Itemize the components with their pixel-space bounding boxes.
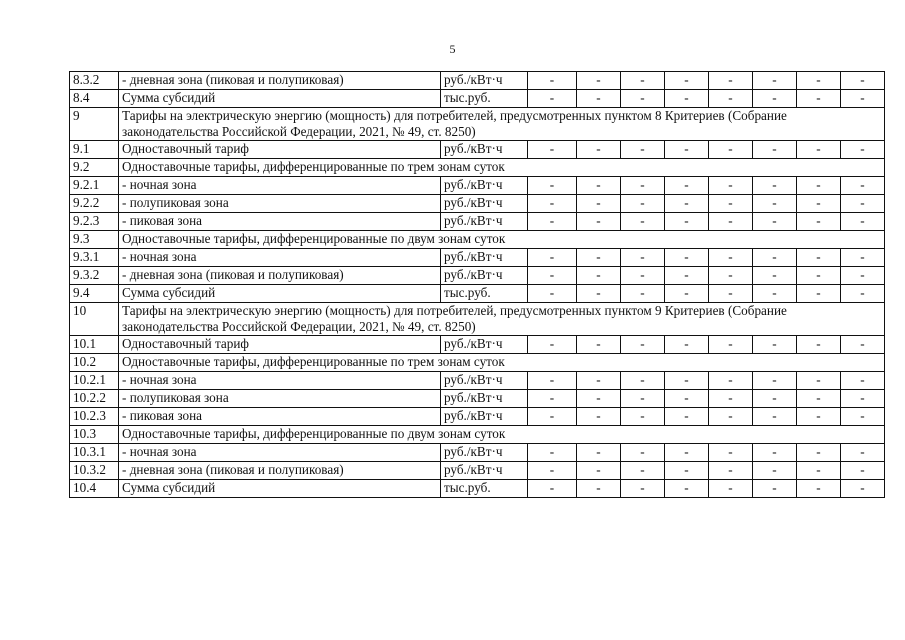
value-cell: - xyxy=(753,90,797,108)
table-row xyxy=(70,480,885,498)
tariff-table xyxy=(69,71,885,498)
value-cell: - xyxy=(709,372,753,390)
value-cell: - xyxy=(797,285,841,303)
row-unit: руб./кВт·ч xyxy=(441,444,528,462)
value-cell: - xyxy=(841,480,885,498)
value-cell: - xyxy=(753,462,797,480)
row-number: 9.2.2 xyxy=(70,195,119,213)
value-cell: - xyxy=(797,480,841,498)
row-number: 10.3 xyxy=(70,426,119,444)
value-cell: - xyxy=(665,444,709,462)
value-cell: - xyxy=(621,267,665,285)
row-name: Сумма субсидий xyxy=(119,285,441,303)
value-cell: - xyxy=(665,177,709,195)
row-name: Тарифы на электрическую энергию (мощность) для потребителей, предусмотренных пунктом 9 Критериев (Собрание законодательства Российской Федерации, 2021, № 49, ст. 8250) xyxy=(119,303,885,336)
row-name: Одноставочные тарифы, дифференцированные по трем зонам суток xyxy=(119,354,885,372)
value-cell: - xyxy=(753,390,797,408)
value-cell: - xyxy=(621,141,665,159)
value-cell: - xyxy=(841,267,885,285)
value-cell: - xyxy=(528,285,577,303)
value-cell: - xyxy=(753,336,797,354)
value-cell: - xyxy=(665,249,709,267)
value-cell: - xyxy=(577,141,621,159)
value-cell: - xyxy=(665,336,709,354)
value-cell: - xyxy=(621,177,665,195)
row-number: 10.2.3 xyxy=(70,408,119,426)
value-cell: - xyxy=(665,72,709,90)
row-name: - ночная зона xyxy=(119,444,441,462)
row-name: - пиковая зона xyxy=(119,213,441,231)
value-cell: - xyxy=(709,336,753,354)
value-cell: - xyxy=(528,480,577,498)
value-cell: - xyxy=(577,249,621,267)
value-cell: - xyxy=(665,267,709,285)
value-cell: - xyxy=(528,141,577,159)
row-name: - дневная зона (пиковая и полупиковая) xyxy=(119,462,441,480)
value-cell: - xyxy=(709,444,753,462)
row-number: 10.2 xyxy=(70,354,119,372)
row-name: - ночная зона xyxy=(119,372,441,390)
value-cell: - xyxy=(528,195,577,213)
value-cell: - xyxy=(797,249,841,267)
value-cell: - xyxy=(528,408,577,426)
value-cell: - xyxy=(841,72,885,90)
value-cell: - xyxy=(797,90,841,108)
table-row xyxy=(70,213,885,231)
value-cell: - xyxy=(753,285,797,303)
value-cell: - xyxy=(621,372,665,390)
value-cell: - xyxy=(797,141,841,159)
row-unit: руб./кВт·ч xyxy=(441,249,528,267)
value-cell: - xyxy=(621,390,665,408)
value-cell: - xyxy=(753,480,797,498)
row-name: Тарифы на электрическую энергию (мощность) для потребителей, предусмотренных пунктом 8 Критериев (Собрание законодательства Российской Федерации, 2021, № 49, ст. 8250) xyxy=(119,108,885,141)
value-cell: - xyxy=(528,390,577,408)
value-cell: - xyxy=(709,267,753,285)
value-cell: - xyxy=(797,408,841,426)
value-cell: - xyxy=(577,177,621,195)
value-cell: - xyxy=(665,195,709,213)
value-cell: - xyxy=(753,195,797,213)
row-unit: руб./кВт·ч xyxy=(441,195,528,213)
row-unit: тыс.руб. xyxy=(441,480,528,498)
page-number: 5 xyxy=(449,42,456,56)
row-unit: руб./кВт·ч xyxy=(441,462,528,480)
row-unit: руб./кВт·ч xyxy=(441,213,528,231)
value-cell: - xyxy=(528,336,577,354)
row-unit: руб./кВт·ч xyxy=(441,390,528,408)
value-cell: - xyxy=(577,408,621,426)
value-cell: - xyxy=(577,336,621,354)
row-name: Одноставочные тарифы, дифференцированные по двум зонам суток xyxy=(119,426,885,444)
table-row xyxy=(70,90,885,108)
section-row xyxy=(70,108,885,141)
value-cell: - xyxy=(709,213,753,231)
value-cell: - xyxy=(621,480,665,498)
table-row xyxy=(70,141,885,159)
value-cell: - xyxy=(577,195,621,213)
value-cell: - xyxy=(709,195,753,213)
value-cell: - xyxy=(577,72,621,90)
value-cell: - xyxy=(841,177,885,195)
value-cell: - xyxy=(528,177,577,195)
value-cell: - xyxy=(797,462,841,480)
row-number: 10.3.2 xyxy=(70,462,119,480)
row-name: - ночная зона xyxy=(119,177,441,195)
row-name: - пиковая зона xyxy=(119,408,441,426)
value-cell: - xyxy=(528,444,577,462)
row-number: 9.1 xyxy=(70,141,119,159)
value-cell: - xyxy=(797,195,841,213)
table-row xyxy=(70,177,885,195)
row-number: 10 xyxy=(70,303,119,336)
value-cell: - xyxy=(665,90,709,108)
value-cell: - xyxy=(621,462,665,480)
value-cell: - xyxy=(753,372,797,390)
row-name: Одноставочный тариф xyxy=(119,336,441,354)
value-cell: - xyxy=(577,444,621,462)
row-number: 10.3.1 xyxy=(70,444,119,462)
row-unit: тыс.руб. xyxy=(441,285,528,303)
value-cell: - xyxy=(841,195,885,213)
value-cell: - xyxy=(709,480,753,498)
section-row xyxy=(70,426,885,444)
table-row xyxy=(70,372,885,390)
row-name: - полупиковая зона xyxy=(119,195,441,213)
value-cell: - xyxy=(665,408,709,426)
row-unit: руб./кВт·ч xyxy=(441,72,528,90)
value-cell: - xyxy=(577,462,621,480)
value-cell: - xyxy=(709,72,753,90)
value-cell: - xyxy=(753,408,797,426)
value-cell: - xyxy=(621,285,665,303)
value-cell: - xyxy=(577,390,621,408)
table-row xyxy=(70,72,885,90)
value-cell: - xyxy=(709,390,753,408)
value-cell: - xyxy=(528,372,577,390)
value-cell: - xyxy=(621,408,665,426)
value-cell: - xyxy=(797,336,841,354)
value-cell: - xyxy=(577,213,621,231)
table-row xyxy=(70,444,885,462)
value-cell: - xyxy=(709,90,753,108)
value-cell: - xyxy=(665,213,709,231)
row-number: 10.4 xyxy=(70,480,119,498)
table-row xyxy=(70,390,885,408)
table-row xyxy=(70,462,885,480)
value-cell: - xyxy=(577,267,621,285)
value-cell: - xyxy=(709,177,753,195)
value-cell: - xyxy=(841,390,885,408)
row-number: 9.3.2 xyxy=(70,267,119,285)
row-number: 8.4 xyxy=(70,90,119,108)
row-number: 9 xyxy=(70,108,119,141)
value-cell: - xyxy=(753,213,797,231)
value-cell: - xyxy=(665,285,709,303)
value-cell: - xyxy=(621,444,665,462)
section-row xyxy=(70,159,885,177)
section-row xyxy=(70,303,885,336)
table-row xyxy=(70,408,885,426)
value-cell: - xyxy=(528,72,577,90)
row-number: 10.1 xyxy=(70,336,119,354)
row-unit: руб./кВт·ч xyxy=(441,267,528,285)
row-name: Сумма субсидий xyxy=(119,480,441,498)
value-cell: - xyxy=(797,213,841,231)
row-name: Одноставочные тарифы, дифференцированные по трем зонам суток xyxy=(119,159,885,177)
row-name: - дневная зона (пиковая и полупиковая) xyxy=(119,267,441,285)
value-cell: - xyxy=(841,336,885,354)
row-number: 9.2.3 xyxy=(70,213,119,231)
value-cell: - xyxy=(841,249,885,267)
row-unit: руб./кВт·ч xyxy=(441,336,528,354)
value-cell: - xyxy=(621,90,665,108)
section-row xyxy=(70,354,885,372)
value-cell: - xyxy=(577,90,621,108)
row-number: 9.3.1 xyxy=(70,249,119,267)
value-cell: - xyxy=(709,141,753,159)
value-cell: - xyxy=(665,141,709,159)
row-name: Одноставочный тариф xyxy=(119,141,441,159)
row-unit: руб./кВт·ч xyxy=(441,177,528,195)
value-cell: - xyxy=(797,267,841,285)
table-row xyxy=(70,285,885,303)
value-cell: - xyxy=(753,72,797,90)
value-cell: - xyxy=(841,408,885,426)
row-unit: тыс.руб. xyxy=(441,90,528,108)
row-unit: руб./кВт·ч xyxy=(441,372,528,390)
value-cell: - xyxy=(797,444,841,462)
value-cell: - xyxy=(577,285,621,303)
value-cell: - xyxy=(621,336,665,354)
row-number: 9.3 xyxy=(70,231,119,249)
row-number: 9.4 xyxy=(70,285,119,303)
value-cell: - xyxy=(528,90,577,108)
value-cell: - xyxy=(797,177,841,195)
value-cell: - xyxy=(709,249,753,267)
value-cell: - xyxy=(841,90,885,108)
value-cell: - xyxy=(621,249,665,267)
row-unit: руб./кВт·ч xyxy=(441,141,528,159)
row-unit: руб./кВт·ч xyxy=(441,408,528,426)
value-cell: - xyxy=(753,249,797,267)
row-number: 9.2.1 xyxy=(70,177,119,195)
value-cell: - xyxy=(709,285,753,303)
value-cell: - xyxy=(841,372,885,390)
value-cell: - xyxy=(709,408,753,426)
row-number: 10.2.2 xyxy=(70,390,119,408)
value-cell: - xyxy=(621,195,665,213)
value-cell: - xyxy=(841,444,885,462)
row-name: - полупиковая зона xyxy=(119,390,441,408)
value-cell: - xyxy=(577,480,621,498)
value-cell: - xyxy=(753,177,797,195)
table-row xyxy=(70,249,885,267)
value-cell: - xyxy=(528,267,577,285)
row-number: 10.2.1 xyxy=(70,372,119,390)
value-cell: - xyxy=(797,72,841,90)
value-cell: - xyxy=(797,372,841,390)
value-cell: - xyxy=(753,444,797,462)
value-cell: - xyxy=(665,462,709,480)
value-cell: - xyxy=(665,372,709,390)
value-cell: - xyxy=(753,141,797,159)
row-number: 8.3.2 xyxy=(70,72,119,90)
value-cell: - xyxy=(753,267,797,285)
row-number: 9.2 xyxy=(70,159,119,177)
row-name: - дневная зона (пиковая и полупиковая) xyxy=(119,72,441,90)
value-cell: - xyxy=(528,249,577,267)
table-row xyxy=(70,195,885,213)
row-name: - ночная зона xyxy=(119,249,441,267)
value-cell: - xyxy=(621,72,665,90)
value-cell: - xyxy=(797,390,841,408)
value-cell: - xyxy=(528,462,577,480)
value-cell: - xyxy=(665,390,709,408)
value-cell: - xyxy=(841,285,885,303)
value-cell: - xyxy=(621,213,665,231)
row-name: Сумма субсидий xyxy=(119,90,441,108)
value-cell: - xyxy=(528,213,577,231)
value-cell: - xyxy=(709,462,753,480)
value-cell: - xyxy=(841,141,885,159)
table-row xyxy=(70,336,885,354)
table-row xyxy=(70,267,885,285)
row-name: Одноставочные тарифы, дифференцированные по двум зонам суток xyxy=(119,231,885,249)
tariff-table-body xyxy=(70,72,885,498)
value-cell: - xyxy=(841,213,885,231)
value-cell: - xyxy=(841,462,885,480)
section-row xyxy=(70,231,885,249)
value-cell: - xyxy=(665,480,709,498)
value-cell: - xyxy=(577,372,621,390)
